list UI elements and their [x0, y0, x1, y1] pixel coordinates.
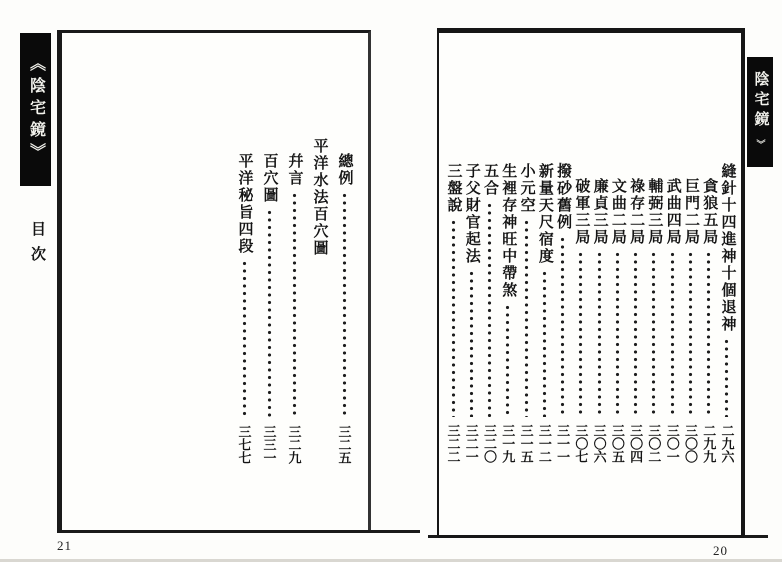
toc-entry: [700, 163, 718, 463]
toc-entry-page-number: 三二五: [336, 425, 352, 464]
toc-entry: [645, 163, 663, 463]
scan-line-artifact: [744, 535, 768, 538]
dot-leader: [578, 251, 583, 417]
toc-entry: [481, 163, 499, 463]
toc-entry: [554, 163, 572, 463]
toc-entry-title: 子父財官起法: [463, 163, 480, 265]
toc-entry-title: 撥砂舊例: [555, 163, 572, 231]
right-spine-title: [753, 71, 768, 154]
toc-entry: [627, 163, 645, 463]
left-spine-title: 《陰宅鏡》: [27, 54, 45, 165]
toc-entry-title: 小元空: [518, 163, 535, 214]
toc-entry-title: 平洋水法百穴圖: [311, 138, 328, 257]
toc-entry: [285, 138, 303, 464]
toc-entry-title: 百穴圖: [261, 153, 278, 204]
right-folio-number: 20: [713, 543, 728, 558]
toc-entry: [535, 163, 553, 463]
toc-entry: [260, 138, 278, 464]
toc-entry-page-number: 二九九: [701, 424, 717, 463]
scan-line-artifact: [428, 535, 438, 538]
dot-leader: [451, 219, 456, 417]
toc-entry-title: 總例: [336, 153, 353, 187]
toc-entry-page-number: 三一九: [500, 424, 516, 463]
toc-entry: [718, 163, 736, 463]
toc-entry-title: 生裡存神旺中帶煞: [500, 163, 517, 299]
toc-entry-title: 平洋秘旨四段: [236, 153, 253, 255]
toc-entry-page-number: 三一一: [555, 424, 571, 463]
dot-leader: [633, 251, 638, 417]
dot-leader: [469, 270, 474, 417]
toc-entry-page-number: 三一二: [536, 424, 552, 463]
dot-leader: [706, 251, 711, 417]
dot-leader: [242, 260, 247, 418]
toc-entry-page-number: 三〇一: [664, 424, 680, 463]
toc-entry-title: 縫針十四進神十個退神: [719, 163, 736, 333]
left-toc-columns: [235, 138, 353, 464]
right-spine-bracket-mark: 》: [755, 139, 766, 154]
toc-entry: [235, 138, 253, 464]
right-toc-columns: [444, 163, 736, 463]
toc-heading: 目次: [29, 221, 45, 271]
right-spine-title-text: 陰宅鏡: [752, 70, 769, 131]
toc-entry: [590, 163, 608, 463]
toc-entry-page-number: 三三一: [261, 425, 277, 464]
toc-entry-page-number: 三二一: [463, 424, 479, 463]
toc-entry: [462, 163, 480, 463]
toc-entry-page-number: 二九六: [719, 424, 735, 463]
toc-entry-title: 破軍三局: [573, 178, 590, 246]
toc-entry-title: 輔弼三局: [646, 178, 663, 246]
dot-leader: [542, 270, 547, 417]
toc-entry: [444, 163, 462, 463]
toc-entry-page-number: 三〇七: [573, 424, 589, 463]
dot-leader: [615, 251, 620, 417]
toc-entry-page-number: 三二〇: [482, 424, 498, 463]
toc-entry-page-number: 三〇四: [628, 424, 644, 463]
left-folio-number: 21: [57, 538, 72, 553]
toc-entry-title: 新量天尺宿度: [536, 163, 553, 265]
dot-leader: [292, 192, 297, 418]
scan-line-artifact: [368, 530, 420, 533]
toc-entry-title: 幷言: [286, 153, 303, 187]
toc-entry-title: 武曲四局: [664, 178, 681, 246]
toc-entry-page-number: 三一五: [518, 424, 534, 463]
toc-entry: [572, 163, 590, 463]
dot-leader: [487, 202, 492, 417]
toc-entry: [608, 163, 626, 463]
dot-leader: [724, 338, 729, 417]
dot-leader: [342, 192, 347, 418]
toc-entry-title: 廉貞三局: [591, 178, 608, 246]
left-spine-tab: [20, 33, 51, 186]
dot-leader: [505, 304, 510, 417]
toc-entry: [681, 163, 699, 463]
toc-entry: [499, 163, 517, 463]
toc-entry-title: 文曲二局: [609, 178, 626, 246]
dot-leader: [560, 236, 565, 417]
toc-entry: [517, 163, 535, 463]
dot-leader: [651, 251, 656, 417]
toc-entry-page-number: 三二九: [286, 425, 302, 464]
toc-entry-page-number: 三〇〇: [682, 424, 698, 463]
toc-entry-title: 五合: [482, 163, 499, 197]
toc-entry: [335, 138, 353, 464]
toc-entry-title: 巨門二局: [682, 178, 699, 246]
dot-leader: [688, 251, 693, 417]
toc-entry-title: 祿存二局: [628, 178, 645, 246]
dot-leader: [597, 251, 602, 417]
toc-entry: [663, 163, 681, 463]
toc-entry-title: 貪狼五局: [701, 178, 718, 246]
toc-entry-page-number: 三〇六: [591, 424, 607, 463]
right-spine-tab: [747, 57, 773, 167]
dot-leader: [670, 251, 675, 417]
toc-entry-page-number: 三二二: [445, 424, 461, 463]
toc-entry-page-number: 三〇五: [609, 424, 625, 463]
dot-leader: [267, 209, 272, 418]
dot-leader: [524, 219, 529, 417]
toc-entry: [310, 138, 328, 464]
toc-entry-title: 三盤說: [445, 163, 462, 214]
toc-entry-page-number: 三〇二: [646, 424, 662, 463]
toc-entry-page-number: 三七七: [236, 425, 252, 464]
